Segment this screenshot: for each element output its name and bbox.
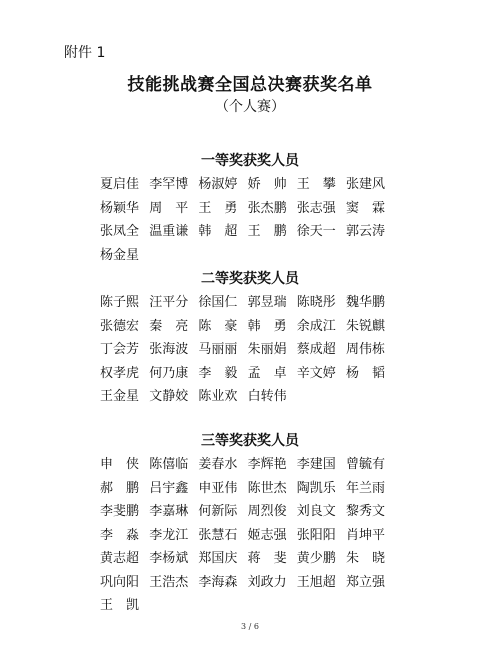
winner-name: 何乃康 [149, 365, 189, 381]
winner-name: 刘政力 [247, 574, 287, 590]
page-number: 3 / 6 [241, 622, 259, 631]
winner-name: 马丽丽 [198, 342, 238, 357]
winner-name: 吕宇鑫 [149, 480, 189, 496]
winner-name: 朱 晓 [345, 551, 385, 566]
name-row [100, 220, 420, 244]
winner-name: 李斐鹏 [100, 504, 140, 519]
winner-name: 刘良文 [296, 504, 336, 519]
winner-name: 张凤全 [100, 224, 140, 239]
winner-name: 杨颖华 [100, 200, 140, 216]
winner-name: 陈晓彤 [296, 295, 336, 310]
winner-name: 黎秀文 [345, 504, 385, 519]
winner-name: 陈僖临 [149, 457, 189, 472]
winner-name: 曾毓有 [345, 457, 385, 472]
winner-name: 巩向阳 [100, 574, 140, 590]
winner-name: 何新际 [198, 504, 238, 519]
winner-name: 黄志超 [100, 551, 140, 566]
winner-name: 郑立强 [345, 574, 385, 590]
winner-name: 姬志强 [247, 527, 287, 543]
name-row [100, 453, 420, 477]
winner-name: 娇 帅 [247, 177, 287, 192]
winner-name: 秦 亮 [149, 318, 189, 334]
winner-name: 李龙江 [149, 527, 189, 543]
name-row [100, 315, 420, 339]
first-prize-heading: 一等奖获奖人员 [201, 153, 299, 169]
third-prize-names [100, 453, 420, 618]
winner-name: 周 平 [149, 200, 189, 216]
first-prize-names [100, 173, 420, 267]
winner-name: 李 淼 [100, 527, 140, 543]
winner-name: 丁会芳 [100, 342, 140, 357]
name-row [100, 338, 420, 362]
winner-name: 李嘉琳 [149, 504, 189, 519]
winner-name: 张建风 [345, 177, 385, 192]
winner-name: 郭云涛 [345, 224, 385, 239]
winner-name: 朱丽娟 [247, 342, 287, 357]
winner-name: 王 鹏 [247, 224, 287, 239]
winner-name: 汪平分 [149, 295, 189, 310]
winner-name: 王旭超 [296, 574, 336, 590]
winner-name: 年兰雨 [345, 480, 385, 496]
winner-name: 余成江 [296, 318, 336, 334]
winner-name: 魏华鹏 [345, 295, 385, 310]
winner-name: 陶凯乐 [296, 480, 336, 496]
winner-name: 周烈俊 [247, 504, 287, 519]
winner-name: 王浩杰 [149, 574, 189, 590]
name-row [100, 291, 420, 315]
winner-name: 郝 鹏 [100, 480, 140, 496]
winner-name: 韩 超 [198, 224, 238, 239]
winner-name: 周伟栋 [345, 342, 385, 357]
winner-name: 王金星 [100, 389, 140, 404]
winner-name: 陈世杰 [247, 480, 287, 496]
winner-name: 张德宏 [100, 318, 140, 334]
winner-name: 夏启佳 [100, 177, 140, 192]
winner-name: 杨 韬 [345, 365, 385, 381]
winner-name: 李海森 [198, 574, 238, 590]
name-row [100, 571, 420, 595]
name-row [100, 524, 420, 548]
winner-name: 权孝虎 [100, 365, 140, 381]
winner-name: 王 攀 [296, 177, 336, 192]
winner-name: 徐天一 [296, 224, 336, 239]
winner-name: 王 凯 [100, 598, 140, 613]
winner-name: 蒋 斐 [247, 551, 287, 566]
winner-name: 张海波 [149, 342, 189, 357]
winner-name: 肖坤平 [345, 527, 385, 543]
winner-name: 蔡成超 [296, 342, 336, 357]
winner-name: 姜春水 [198, 457, 238, 472]
winner-name: 辛文婷 [296, 365, 336, 381]
winner-name: 朱锐麒 [345, 318, 385, 334]
winner-name: 郭昱瑞 [247, 295, 287, 310]
name-row [100, 477, 420, 501]
winner-name: 黄少鹏 [296, 551, 336, 566]
winner-name: 李罕博 [149, 177, 189, 192]
winner-name: 张阳阳 [296, 527, 336, 543]
winner-name: 窦 霖 [345, 200, 385, 216]
winner-name: 温重谦 [149, 224, 189, 239]
winner-name: 陈业欢 [198, 389, 238, 404]
document-title: 技能挑战赛全国总决赛获奖名单 [127, 75, 373, 95]
winner-name: 郑国庆 [198, 551, 238, 566]
name-row [100, 594, 420, 618]
name-row [100, 173, 420, 197]
second-prize-names [100, 291, 420, 409]
winner-name: 李杨斌 [149, 551, 189, 566]
winner-name: 文静姣 [149, 389, 189, 404]
winner-name: 孟 卓 [247, 365, 287, 381]
name-row [100, 362, 420, 386]
winner-name: 李建国 [296, 457, 336, 472]
name-row [100, 244, 420, 268]
name-row [100, 385, 420, 409]
second-prize-heading: 二等奖获奖人员 [201, 271, 299, 287]
document-subtitle: （个人赛） [215, 99, 285, 115]
winner-name: 杨淑婷 [198, 177, 238, 192]
winner-name: 陈子熙 [100, 295, 140, 310]
third-prize-heading: 三等奖获奖人员 [201, 433, 299, 449]
name-row [100, 547, 420, 571]
name-row [100, 197, 420, 221]
winner-name: 申亚伟 [198, 480, 238, 496]
winner-name: 张志强 [296, 200, 336, 216]
winner-name: 杨金星 [100, 247, 140, 263]
attachment-label: 附件 1 [64, 45, 106, 61]
winner-name: 徐国仁 [198, 295, 238, 310]
winner-name: 韩 勇 [247, 318, 287, 334]
winner-name: 陈 豪 [198, 318, 238, 334]
winner-name: 李辉艳 [247, 457, 287, 472]
winner-name: 白转伟 [247, 389, 287, 404]
winner-name: 张杰鹏 [247, 200, 287, 216]
name-row [100, 500, 420, 524]
winner-name: 申 侠 [100, 457, 140, 472]
winner-name: 张慧石 [198, 527, 238, 543]
winner-name: 王 勇 [198, 200, 238, 216]
winner-name: 李 毅 [198, 365, 238, 381]
